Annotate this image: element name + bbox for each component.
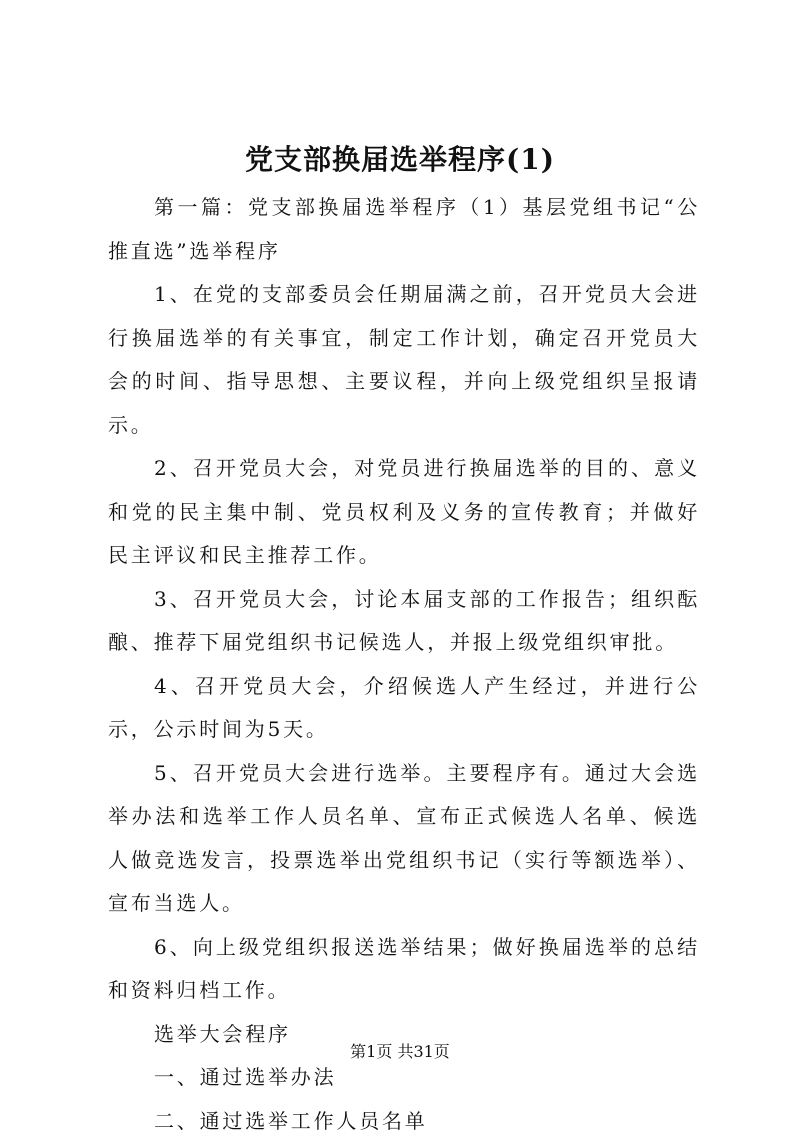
list-item-1: 一、通过选举办法 (108, 1056, 700, 1100)
paragraph-step-4: 4、召开党员大会，介绍候选人产生经过，并进行公示，公示时间为5天。 (108, 665, 700, 752)
paragraph-step-2: 2、召开党员大会，对党员进行换届选举的目的、意义和党的民主集中制、党员权利及义务的宣传教育；并做好民主评议和民主推荐工作。 (108, 447, 700, 578)
paragraph-step-5: 5、召开党员大会进行选举。主要程序有。通过大会选举办法和选举工作人员名单、宣布正式候选人名单、候选人做竞选发言，投票选举出党组织书记（实行等额选举）、宣布当选人。 (108, 752, 700, 926)
document-title: 党支部换届选举程序(1) (0, 140, 800, 180)
paragraph-step-1: 1、在党的支部委员会任期届满之前，召开党员大会进行换届选举的有关事宜，制定工作计划，确定召开党员大会的时间、指导思想、主要议程，并向上级党组织呈报请示。 (108, 273, 700, 447)
paragraph-intro: 第一篇：党支部换届选举程序（1）基层党组书记“公推直选”选举程序 (108, 186, 700, 273)
list-item-2: 二、通过选举工作人员名单 (108, 1100, 700, 1143)
document-body (108, 186, 700, 1143)
section-heading-election-procedure: 选举大会程序 (108, 1013, 700, 1057)
paragraph-step-3: 3、召开党员大会，讨论本届支部的工作报告；组织酝酿、推荐下届党组织书记候选人，并报上级党组织审批。 (108, 578, 700, 665)
paragraph-step-6: 6、向上级党组织报送选举结果；做好换届选举的总结和资料归档工作。 (108, 926, 700, 1013)
page-footer: 第1页 共31页 (0, 1040, 800, 1064)
